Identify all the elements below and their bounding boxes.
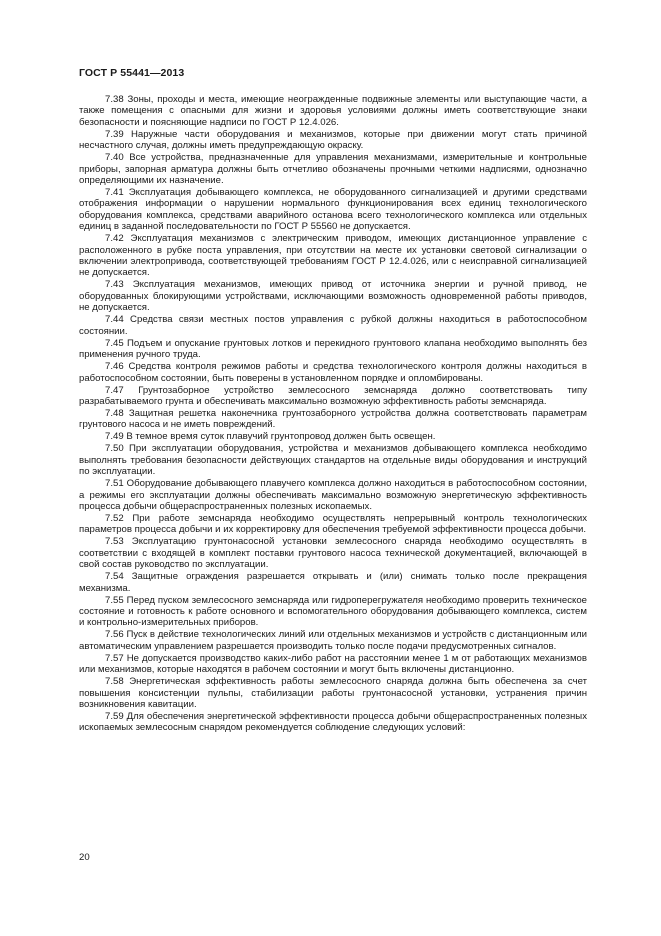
paragraph-7-54: 7.54 Защитные ограждения разрешается открывать и (или) снимать только после прекращения механизма.: [79, 571, 587, 594]
paragraph-7-42: 7.42 Эксплуатация механизмов с электрическим приводом, имеющих дистанционное управление с расположенного в рубке поста управления, при отсутствии на месте их установки световой сигнализации о включении электропривода, соответствующей требованиям ГОСТ Р 12.4.026, или с неисправной сигнализацией не допускается.: [79, 233, 587, 279]
paragraph-7-40: 7.40 Все устройства, предназначенные для управления механизмами, измерительные и контрольные приборы, запорная арматура должны быть отчетливо обозначены прочными четкими надписями, однозначно определяющими их назначение.: [79, 152, 587, 187]
paragraph-7-43: 7.43 Эксплуатация механизмов, имеющих привод от источника энергии и ручной привод, не оборудованных блокирующими устройствами, исключающими возможность одновременной работы приводов, не допускается.: [79, 279, 587, 314]
paragraph-7-56: 7.56 Пуск в действие технологических линий или отдельных механизмов и устройств с дистанционным или автоматическим управлением разрешается производить только после подачи предусмотренных сигналов.: [79, 629, 587, 652]
page-number: 20: [79, 852, 90, 863]
paragraph-7-38: 7.38 Зоны, проходы и места, имеющие неогражденные подвижные элементы или выступающие части, а также помещения с опасными для жизни и здоровья условиями должны иметь соответствующие знаки безопасности и поясняющие надписи по ГОСТ Р 12.4.026.: [79, 94, 587, 128]
paragraph-7-47: 7.47 Грунтозаборное устройство землесосного земснаряда должно соответствовать типу разрабатываемого грунта и обеспечивать максимально возможную эффективность работы земснаряда.: [79, 384, 587, 407]
document-header: ГОСТ Р 55441—2013: [79, 67, 185, 79]
paragraph-7-52: 7.52 При работе земснаряда необходимо осуществлять непрерывный контроль технологических параметров процесса добычи и их корректировку для обеспечения требуемой эффективности процесса добычи.: [79, 512, 587, 536]
paragraph-7-41: 7.41 Эксплуатация добывающего комплекса, не оборудованного сигнализацией и другими средствами отображения информации о нарушении нормального функционирования всех единиц технологического оборудования комплекса, средствами аварийного останова всего технологического комплекса или отдельных единиц в заданной последовательности по ГОСТ Р 55560 не допускается.: [79, 187, 587, 233]
paragraph-7-46: 7.46 Средства контроля режимов работы и средства технологического контроля должны находиться в работоспособном состоянии, быть поверены в установленном порядке и опломбированы.: [79, 361, 587, 384]
paragraph-7-57: 7.57 Не допускается производство каких-либо работ на расстоянии менее 1 м от работающих механизмов или механизмов, которые находятся в рабочем состоянии и могут быть включены дистанционно.: [79, 652, 587, 676]
paragraph-7-58: 7.58 Энергетическая эффективность работы землесосного снаряда должна быть обеспечена за счет повышения консистенции пульпы, стабилизации работы грунтонасосной установки, устранения причин возникновения кавитации.: [79, 676, 587, 710]
paragraph-7-55: 7.55 Перед пуском землесосного земснаряда или гидроперегружателя необходимо проверить техническое состояние и готовность к работе основного и вспомогательного оборудования добывающего комплекса, систем и контрольно-измерительных приборов.: [79, 594, 587, 629]
paragraph-7-51: 7.51 Оборудование добывающего плавучего комплекса должно находиться в работоспособном состоянии, а режимы его эксплуатации должны обеспечивать максимально возможную энергетическую эффективность процесса добычи общераспространенных полезных ископаемых.: [79, 478, 587, 512]
paragraph-7-49: 7.49 В темное время суток плавучий грунтопровод должен быть освещен.: [105, 431, 436, 443]
paragraph-7-53: 7.53 Эксплуатацию грунтонасосной установки землесосного снаряда необходимо осуществлять в соответствии с входящей в комплект поставки грунтового насоса технической документацией, включающей в свой состав руководство по эксплуатации.: [79, 536, 587, 571]
paragraph-7-45: 7.45 Подъем и опускание грунтовых лотков и перекидного грунтового клапана необходимо выполнять без применения ручного труда.: [79, 337, 587, 361]
paragraph-7-48: 7.48 Защитная решетка наконечника грунтозаборного устройства должна соответствовать параметрам грунтового насоса и не иметь повреждений.: [79, 407, 587, 431]
paragraph-7-59: 7.59 Для обеспечения энергетической эффективности процесса добычи общераспространенных полезных ископаемых землесосным снарядом рекомендуется соблюдение следующих условий:: [79, 711, 587, 734]
paragraph-7-39: 7.39 Наружные части оборудования и механизмов, которые при движении могут стать причиной несчастного случая, должны иметь предупреждающую окраску.: [79, 128, 587, 152]
document-body: [79, 94, 587, 734]
paragraph-7-50: 7.50 При эксплуатации оборудования, устройства и механизмов добывающего комплекса необходимо выполнять требования безопасности действующих стандартов на отдельные виды оборудования и инструкций по эксплуатации.: [79, 443, 587, 478]
paragraph-7-44: 7.44 Средства связи местных постов управления с рубкой должны находиться в работоспособном состоянии.: [79, 314, 587, 337]
